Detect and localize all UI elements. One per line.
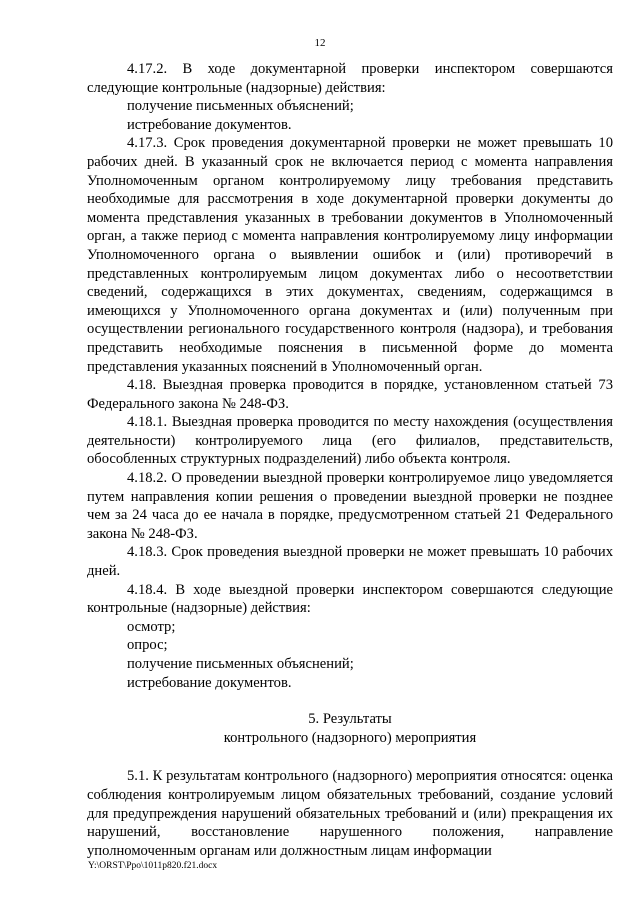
list-item: истребование документов.: [127, 116, 292, 133]
paragraph-5-1: 5.1. К результатам контрольного (надзорного) мероприятия относятся: оценка соблюдения контролируемым лицом обязательных требований, создание условий для предупреждения нарушений обязательных требований и (или) прекращения их нарушений, восстановление нарушенного положения, направление уполномоченным органам или должностным лицам информации: [87, 768, 613, 859]
paragraph-4-18-3: 4.18.3. Срок проведения выездной проверки не может превышать 10 рабочих дней.: [87, 544, 613, 580]
list-item: осмотр;: [127, 618, 176, 635]
page-number: 12: [314, 37, 326, 49]
list-item: получение письменных объяснений;: [127, 98, 354, 115]
paragraph-4-17-2: 4.17.2. В ходе документарной проверки инспектором совершаются следующие контрольные (надзорные) действия:: [87, 61, 613, 96]
paragraph-4-18: 4.18. Выездная проверка проводится в порядке, установленном статьей 73 Федерального закона № 248-ФЗ.: [87, 377, 613, 412]
list-item: опрос;: [127, 637, 168, 654]
footer-file-path: Y:\ORST\Ppo\1011p820.f21.docx: [88, 861, 218, 871]
paragraph-4-17-3: 4.17.3. Срок проведения документарной проверки не может превышать 10 рабочих дней. В указанный срок не включается период с момента направления Уполномоченным органом контролируемому лицу требования представить необходимые для рассмотрения в ходе документарной проверки документы до момента представления указанных в требовании документов в Уполномоченный орган, а также период с момента направления контролируемому лицу информации Уполномоченного органа о выявлении ошибок и (или) противоречий в представленных контролируемым лицом документах либо о несоответствии сведений, содержащихся в этих документах, сведениям, содержащимся в имеющихся у Уполномоченного органа документах и (или) полученным при осуществлении регионального государственного контроля (надзора), и требования представить необходимые пояснения в письменной форме до момента представления указанных пояснений в Уполномоченный орган.: [87, 135, 613, 375]
section-heading: [87, 710, 613, 747]
section-heading-line2: контрольного (надзорного) мероприятия: [223, 729, 477, 746]
paragraph-4-18-4: 4.18.4. В ходе выездной проверки инспектором совершаются следующие контрольные (надзорные) действия:: [87, 581, 613, 617]
list-item: истребование документов.: [127, 674, 292, 691]
section-heading-line1: 5. Результаты: [308, 711, 392, 728]
list-item: получение письменных объяснений;: [127, 656, 354, 672]
document-body: [87, 60, 613, 860]
paragraph-4-18-2: 4.18.2. О проведении выездной проверки контролируемое лицо уведомляется путем направления копии решения о проведении выездной проверки не позднее чем за 24 часа до ее начала в порядке, предусмотренном статьей 21 Федерального закона № 248-ФЗ.: [87, 470, 613, 542]
paragraph-4-18-1: 4.18.1. Выездная проверка проводится по месту нахождения (осуществления деятельности) контролируемого лица (его филиалов, представительств, обособленных структурных подразделений) либо объекта контроля.: [87, 414, 613, 468]
